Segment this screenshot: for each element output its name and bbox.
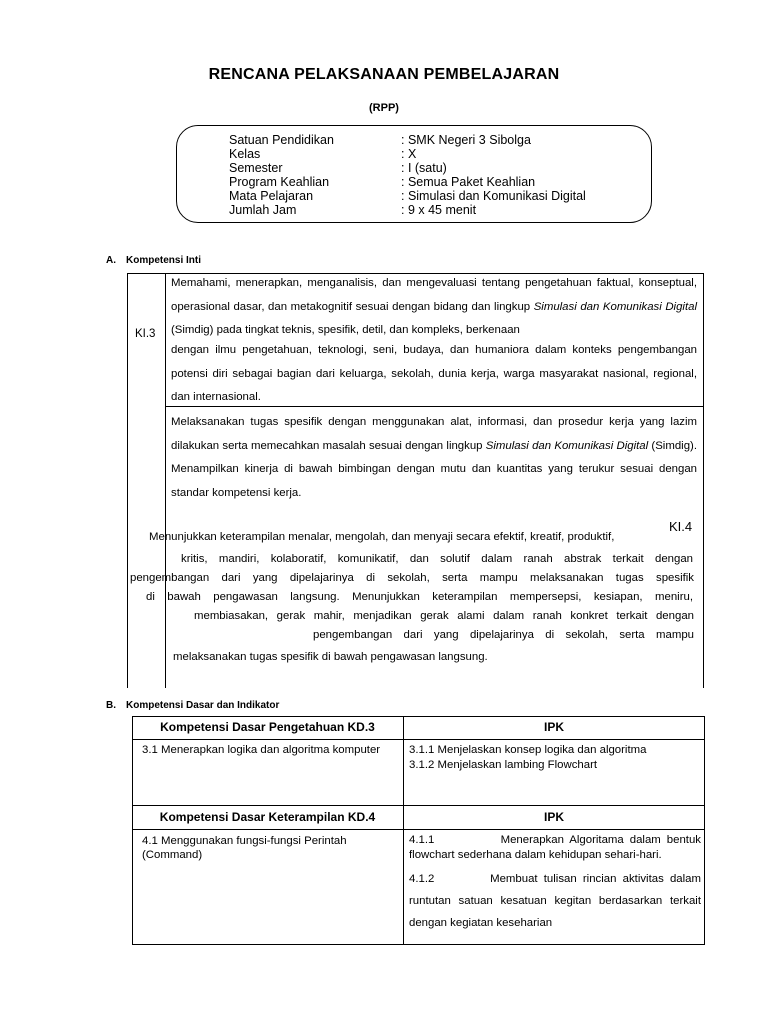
- kompetensi-dasar-table: [132, 716, 705, 945]
- ipk3-item: 3.1.1 Menjelaskan konsep logika dan algoritma: [409, 744, 647, 756]
- section-letter: B.: [106, 700, 116, 711]
- ki3-text-continued: dengan ilmu pengetahuan, teknologi, seni, budaya, dan humaniora dalam konteks pengembangan potensi diri sebagai bagian dari keluarga, sekolah, dunia kerja, warga masyarakat nasional, regional, dan internasional.: [171, 344, 697, 403]
- kd3-text: 3.1 Menerapkan logika dan algoritma komputer: [142, 744, 381, 756]
- identity-row: [229, 133, 531, 147]
- ki4-text: Melaksanakan tugas spesifik dengan menggunakan alat, informasi, dan prosedur kerja yang lazim dilakukan serta memecahkan masalah sesuai dengan lingkup Simulasi dan Komunikasi Digital (Simdig). Menampilkan kinerja di bawah bimbingan dengan mutu dan kuantitas yang terukur sesuai dengan standar kompetensi kerja.: [171, 416, 697, 499]
- ki4-extra-line: kritis, mandiri, kolaboratif, komunikatif, dan solutif dalam ranah abstrak terkait dengan: [181, 553, 693, 565]
- identity-row: [229, 161, 447, 175]
- identity-label: Kelas: [229, 147, 261, 161]
- identity-value: : I (satu): [401, 161, 447, 175]
- ki4-extra-line: pengembangan dari yang dipelajarinya di sekolah, serta mampu melaksanakan tugas spesifik: [130, 572, 694, 584]
- document-title: RENCANA PELAKSANAAN PEMBELAJARAN: [208, 66, 560, 83]
- kd4-text: 4.1 Menggunakan fungsi-fungsi Perintah (Command): [142, 835, 347, 861]
- identity-label: Jumlah Jam: [229, 203, 297, 217]
- section-a-heading: [106, 255, 201, 266]
- kompetensi-inti-table: [127, 273, 704, 688]
- ki3-label: KI.3: [135, 328, 156, 340]
- kd3-header: Kompetensi Dasar Pengetahuan KD.3: [160, 720, 375, 734]
- ki4-extra-line: Menunjukkan keterampilan menalar, mengolah, dan menyaji secara efektif, kreatif, produktif,: [149, 531, 615, 543]
- ki4-extra-line: melaksanakan tugas spesifik di bawah pengawasan langsung.: [173, 651, 488, 663]
- ki4-extra-line: di bawah pengawasan langsung. Menunjukkan keterampilan mempersepsi, kesiapan, meniru,: [146, 591, 693, 603]
- identity-box: [176, 125, 652, 223]
- ipk3-item: 3.1.2 Menjelaskan lambing Flowchart: [409, 759, 598, 771]
- identity-label: Satuan Pendidikan: [229, 133, 334, 147]
- kd4-header: Kompetensi Dasar Keterampilan KD.4: [159, 810, 376, 824]
- identity-value: : Simulasi dan Komunikasi Digital: [401, 189, 586, 203]
- ki4-extra-line: pengembangan dari yang dipelajarinya di sekolah, serta mampu: [313, 629, 694, 641]
- identity-row: [229, 189, 586, 203]
- ipk4-item: 4.1.2 Membuat tulisan rincian aktivitas dalam runtutan satuan kesatuan kegitan berdasarkan terkait dengan kegiatan keseharian: [409, 873, 702, 929]
- identity-row: [229, 147, 417, 161]
- identity-value: : X: [401, 147, 417, 161]
- ki4-label: KI.4: [669, 519, 693, 534]
- identity-row: [229, 203, 477, 217]
- document-subtitle: (RPP): [369, 102, 399, 114]
- identity-label: Semester: [229, 161, 283, 175]
- ki4-extra-line: membiasakan, gerak mahir, menjadikan gerak alami dalam ranah konkret terkait dengan: [194, 610, 694, 622]
- section-b-heading: [106, 700, 279, 711]
- identity-value: : Semua Paket Keahlian: [401, 175, 536, 189]
- identity-value: : 9 x 45 menit: [401, 203, 477, 217]
- identity-label: Mata Pelajaran: [229, 189, 314, 203]
- ki3-text: Memahami, menerapkan, menganalisis, dan mengevaluasi tentang pengetahuan faktual, konseptual, operasional dasar, dan metakognitif sesuai dengan bidang dan lingkup Simulasi dan Komunikasi Digital (Simdig) pada tingkat teknis, spesifik, detil, dan kompleks, berkenaan: [171, 277, 697, 336]
- section-title: Kompetensi Inti: [126, 255, 202, 266]
- identity-row: [229, 175, 536, 189]
- identity-label: Program Keahlian: [229, 175, 330, 189]
- ipk-header: IPK: [543, 720, 564, 734]
- section-title: Kompetensi Dasar dan Indikator: [126, 700, 280, 711]
- identity-value: : SMK Negeri 3 Sibolga: [401, 133, 531, 147]
- section-letter: A.: [106, 255, 116, 266]
- ipk-header: IPK: [543, 810, 564, 824]
- ipk4-item: 4.1.1 Menerapkan Algoritama dalam bentuk flowchart sederhana dalam kehidupan sehari-hari.: [409, 834, 702, 861]
